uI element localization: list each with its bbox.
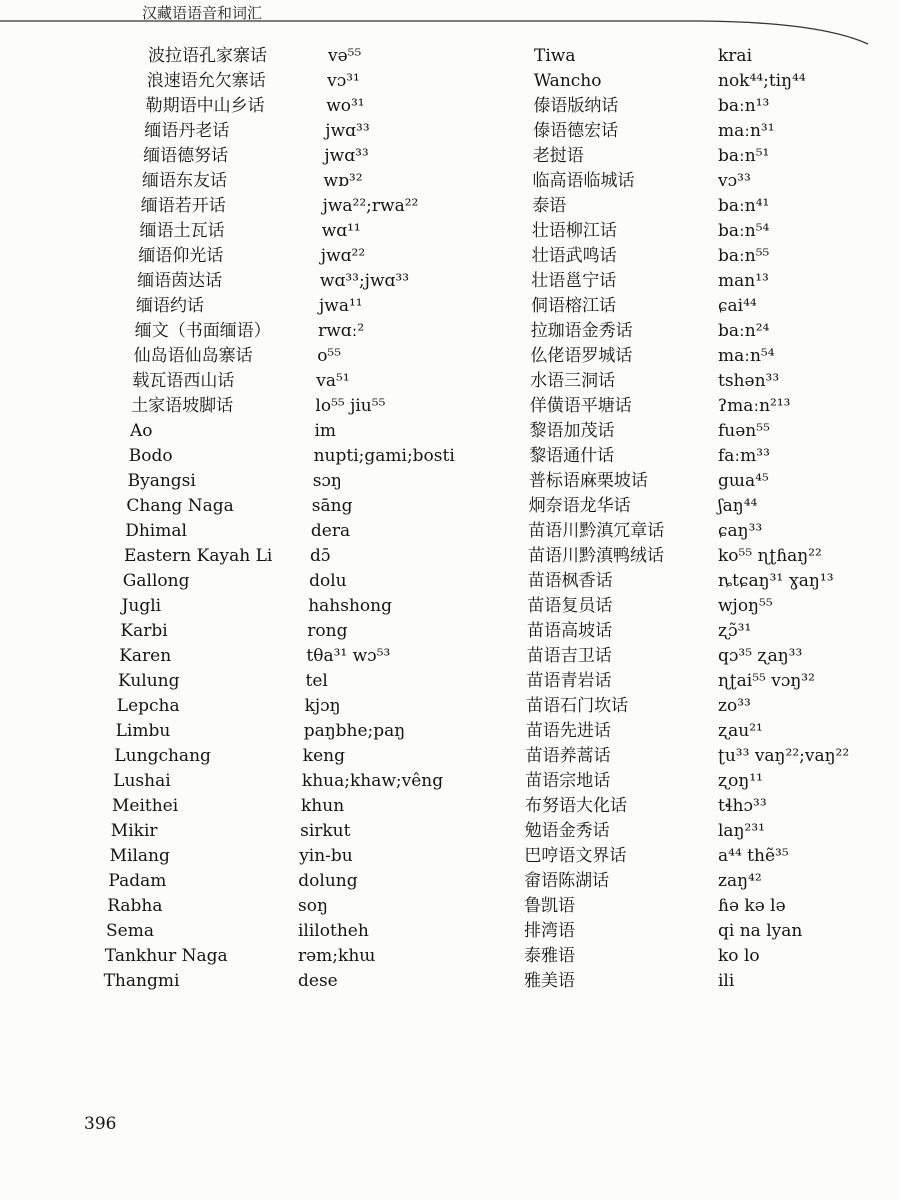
page-number: 396 xyxy=(84,1114,117,1134)
word-form: rəm;khɯ xyxy=(298,946,376,966)
language-name: Karbi xyxy=(120,621,168,641)
word-form: dolu xyxy=(309,571,347,591)
language-name: Ao xyxy=(130,421,153,441)
word-form: o⁵⁵ xyxy=(317,346,342,366)
word-form: man¹³ xyxy=(718,271,769,291)
word-form: jwɑ³³ xyxy=(324,146,369,166)
language-name: 苗语川黔滇冗章话 xyxy=(528,521,665,541)
language-name: 壮语武鸣话 xyxy=(531,246,617,266)
word-form: ɕai⁴⁴ xyxy=(718,296,757,316)
word-form: jwa¹¹ xyxy=(319,296,363,316)
word-form: baːn⁵⁴ xyxy=(718,221,770,241)
right-form-column xyxy=(718,44,849,994)
word-form: ʃaŋ⁴⁴ xyxy=(718,496,758,516)
word-form: nok⁴⁴;tiŋ⁴⁴ xyxy=(718,71,806,91)
word-form: krai xyxy=(718,46,752,66)
word-form: khua;khaw;vêng xyxy=(301,771,444,791)
word-form: sāng xyxy=(311,496,353,516)
word-form: qi na lyan xyxy=(718,921,803,941)
language-name: 苗语养蒿话 xyxy=(525,746,611,766)
word-form: ʐau²¹ xyxy=(718,721,763,741)
word-form: lo⁵⁵ jiu⁵⁵ xyxy=(315,396,386,416)
word-form: baːn²⁴ xyxy=(718,321,770,341)
language-name: Tankhur Naga xyxy=(104,946,228,966)
language-name: Thangmi xyxy=(103,971,180,991)
language-name: 缅语东友话 xyxy=(142,171,227,191)
word-form: jwɑ³³ xyxy=(325,121,370,141)
language-name: 缅语约话 xyxy=(136,296,204,316)
language-name: 泰雅语 xyxy=(524,946,575,966)
word-form: ʈu³³ vaŋ²²;vaŋ²² xyxy=(718,746,850,766)
word-form: dɔ̄ xyxy=(310,546,331,566)
language-name: 浪速语允欠寨话 xyxy=(146,71,266,91)
language-name: 缅语茵达话 xyxy=(137,271,223,291)
word-form: ko lo xyxy=(718,946,760,966)
language-name: 仫佬语罗城话 xyxy=(530,346,633,366)
language-name: Rabha xyxy=(107,896,163,916)
language-name: 缅语土瓦话 xyxy=(139,221,225,241)
language-name: Lungchang xyxy=(114,746,211,766)
word-form: ko⁵⁵ ɳʈɦaŋ²² xyxy=(718,546,822,566)
running-head: 汉藏语语音和词汇 xyxy=(142,4,263,22)
word-form: tel xyxy=(305,671,328,691)
language-name: 缅语仰光话 xyxy=(138,246,224,266)
word-form: laŋ²³¹ xyxy=(718,821,765,841)
word-form: yin-bu xyxy=(299,846,353,866)
word-form: keng xyxy=(302,746,345,766)
language-name: Eastern Kayah Li xyxy=(124,546,273,566)
language-name: 苗语川黔滇鸭绒话 xyxy=(528,546,664,566)
language-name: Wancho xyxy=(533,71,602,91)
word-form: vɔ³³ xyxy=(718,171,751,191)
word-form: tθa³¹ wɔ⁵³ xyxy=(306,646,391,666)
language-name: Tiwa xyxy=(534,46,576,66)
word-form: va⁵¹ xyxy=(316,371,350,391)
language-name: Mikir xyxy=(110,821,158,841)
word-form: paŋbhe;paŋ xyxy=(303,721,406,741)
language-name: 泰语 xyxy=(532,196,567,216)
word-form: maːn⁵⁴ xyxy=(718,346,775,366)
language-name: 普标语麻栗坡话 xyxy=(528,471,648,491)
word-form: ili xyxy=(718,971,735,991)
word-form: hahshong xyxy=(308,596,392,616)
word-form: dese xyxy=(298,971,338,991)
language-name: Meithei xyxy=(112,796,179,816)
language-name: 苗语复员话 xyxy=(527,596,613,616)
language-name: 缅语德努话 xyxy=(143,146,229,166)
language-name: Lepcha xyxy=(116,696,180,716)
language-name: Sema xyxy=(106,921,154,941)
language-name: 缅文（书面缅语） xyxy=(134,321,271,341)
language-name: Jugli xyxy=(121,596,162,616)
language-name: 仙岛语仙岛寨话 xyxy=(133,346,253,366)
language-name: Gallong xyxy=(122,571,190,591)
word-form: ɦə kə lə xyxy=(718,896,786,916)
word-form: gɯa⁴⁵ xyxy=(718,471,769,491)
language-name: 勒期语中山乡话 xyxy=(145,96,265,116)
language-name: 佯僙语平塘话 xyxy=(529,396,632,416)
word-form: və⁵⁵ xyxy=(328,46,362,66)
word-form: ʔmaːn²¹³ xyxy=(718,396,791,416)
word-form: rong xyxy=(307,621,348,641)
left-language-column xyxy=(98,44,272,994)
word-form: wjoŋ⁵⁵ xyxy=(718,596,773,616)
word-form: zo³³ xyxy=(718,696,751,716)
language-name: 老挝语 xyxy=(532,146,584,166)
language-name: 苗语青岩话 xyxy=(526,671,612,691)
language-name: 傣语版纳话 xyxy=(533,96,619,116)
language-name: 水语三洞话 xyxy=(530,371,616,391)
word-form: ʐoŋ¹¹ xyxy=(718,771,763,791)
language-name: 壮语柳江话 xyxy=(531,221,617,241)
word-form: fuən⁵⁵ xyxy=(718,421,770,441)
language-name: Dhimal xyxy=(125,521,187,541)
word-form: ɳʈai⁵⁵ vɔŋ³² xyxy=(718,671,815,691)
word-form: kjɔŋ xyxy=(304,696,341,716)
language-name: 壮语邕宁话 xyxy=(531,271,617,291)
language-name: 排湾语 xyxy=(524,921,575,941)
word-form: rwɑː² xyxy=(318,321,365,341)
word-form: wɑ¹¹ xyxy=(321,221,361,241)
language-name: 鲁凯语 xyxy=(524,896,575,916)
word-form: baːn¹³ xyxy=(718,96,770,116)
word-form: ɕaŋ³³ xyxy=(718,521,763,541)
word-form: wɒ³² xyxy=(323,171,363,191)
word-form: khun xyxy=(301,796,345,816)
language-name: 苗语枫香话 xyxy=(527,571,613,591)
language-name: Milang xyxy=(109,846,170,866)
language-name: Karen xyxy=(119,646,172,666)
language-name: 载瓦语西山话 xyxy=(132,371,235,391)
word-form: sirkut xyxy=(300,821,351,841)
language-name: 黎语加茂话 xyxy=(529,421,615,441)
language-name: 苗语吉卫话 xyxy=(526,646,612,666)
word-form: ililotheh xyxy=(298,921,369,941)
language-name: 勉语金秀话 xyxy=(524,821,610,841)
word-form: baːn⁵¹ xyxy=(718,146,770,166)
word-form: wo³¹ xyxy=(326,96,365,116)
word-form: tɬhɔ³³ xyxy=(718,796,767,816)
language-name: 拉珈语金秀话 xyxy=(530,321,633,341)
language-name: 黎语通什话 xyxy=(529,446,615,466)
word-form: jwa²²;rwa²² xyxy=(322,196,419,216)
language-name: 苗语宗地话 xyxy=(525,771,611,791)
language-name: 侗语榕江话 xyxy=(531,296,616,316)
left-form-column xyxy=(298,44,455,994)
language-name: 土家语坡脚话 xyxy=(131,396,234,416)
language-name: Chang Naga xyxy=(126,496,234,516)
word-form: a⁴⁴ thẽ³⁵ xyxy=(718,846,789,866)
language-name: Bodo xyxy=(128,446,173,466)
word-form: im xyxy=(314,421,337,441)
language-name: 巴哼语文界话 xyxy=(524,846,627,866)
language-name: 畲语陈湖话 xyxy=(524,871,610,891)
language-name: Limbu xyxy=(115,721,171,741)
language-name: 波拉语孔家寨话 xyxy=(148,46,267,66)
word-form: tshən³³ xyxy=(718,371,780,391)
word-form: qɔ³⁵ ʐaŋ³³ xyxy=(718,646,803,666)
word-form: baːn⁵⁵ xyxy=(718,246,770,266)
language-name: 布努语大化话 xyxy=(525,796,627,816)
language-name: 苗语高坡话 xyxy=(527,621,613,641)
language-name: 临高语临城话 xyxy=(532,171,635,191)
word-form: dera xyxy=(310,521,351,541)
word-form: wɑ³³;jwɑ³³ xyxy=(319,271,410,291)
word-form: jwɑ²² xyxy=(320,246,366,266)
language-name: 傣语德宏话 xyxy=(533,121,619,141)
language-name: 苗语先进话 xyxy=(525,721,611,741)
language-name: Lushai xyxy=(113,771,171,791)
word-form: vɔ³¹ xyxy=(327,71,360,91)
language-name: Kulung xyxy=(118,671,180,691)
word-form: ȵtɕaŋ³¹ ɣaŋ¹³ xyxy=(718,571,834,591)
language-name: 苗语石门坎话 xyxy=(526,696,629,716)
word-form: dolung xyxy=(298,871,358,891)
word-form: soŋ xyxy=(298,896,328,916)
language-name: 雅美语 xyxy=(524,971,575,991)
word-form: sɔŋ xyxy=(312,471,342,491)
word-form: ʐɔ̃³¹ xyxy=(718,621,752,641)
language-name: 缅语丹老话 xyxy=(144,121,230,141)
word-form: zaŋ⁴² xyxy=(718,871,762,891)
language-name: 缅语若开话 xyxy=(140,196,226,216)
language-name: Padam xyxy=(108,871,167,891)
right-language-column xyxy=(524,44,664,994)
language-name: 炯奈语龙华话 xyxy=(528,496,631,516)
language-name: Byangsi xyxy=(127,471,196,491)
word-form: maːn³¹ xyxy=(718,121,775,141)
word-form: baːn⁴¹ xyxy=(718,196,770,216)
word-form: faːm³³ xyxy=(718,446,770,466)
word-form: nupti;gami;bosti xyxy=(313,446,455,466)
